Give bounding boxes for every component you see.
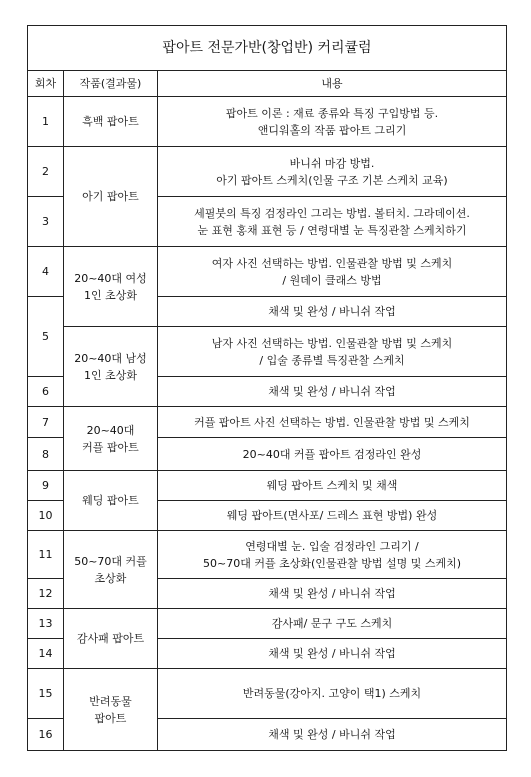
session-number: 10 xyxy=(28,501,64,531)
session-number: 16 xyxy=(28,719,64,751)
table-row xyxy=(28,97,507,147)
content-cell xyxy=(158,501,507,531)
content-cell xyxy=(158,639,507,669)
table-row xyxy=(28,669,507,719)
work-label: 1인 초상화 xyxy=(84,288,137,302)
header-row xyxy=(28,71,507,97)
header-session: 회차 xyxy=(28,71,64,97)
content-line: 바니쉬 마감 방법. xyxy=(289,156,375,170)
session-number: 4 xyxy=(28,247,64,297)
content-line: 감사패/ 문구 구도 스케치 xyxy=(271,617,393,630)
session-number: 14 xyxy=(28,639,64,669)
content-line: 연령대별 눈. 입술 검정라인 그리기 / xyxy=(245,539,419,553)
work-label: 20~40대 남성 xyxy=(74,351,147,365)
table-row xyxy=(28,327,507,377)
content-line: 20~40대 커플 팝아트 검정라인 완성 xyxy=(242,447,422,461)
table-row xyxy=(28,531,507,579)
work-label: 팝아트 xyxy=(94,711,127,725)
header-content: 내용 xyxy=(158,71,507,97)
content-cell xyxy=(158,609,507,639)
content-cell xyxy=(158,147,507,197)
content-cell xyxy=(158,669,507,719)
content-line: 웨딩 팝아트 스케치 및 채색 xyxy=(266,479,398,492)
table-row xyxy=(28,247,507,297)
content-cell xyxy=(158,407,507,438)
content-cell xyxy=(158,297,507,327)
work-label: 흑백 팝아트 xyxy=(82,115,139,128)
work-label: 아기 팝아트 xyxy=(82,190,139,203)
work-label: 20~40대 xyxy=(86,423,135,437)
work-cell xyxy=(64,669,158,751)
work-cell xyxy=(64,609,158,669)
content-line: / 원데이 클래스 방법 xyxy=(282,273,382,287)
content-cell xyxy=(158,377,507,407)
content-cell xyxy=(158,719,507,751)
content-line: 채색 및 완성 / 바니쉬 작업 xyxy=(268,647,396,660)
session-number: 12 xyxy=(28,579,64,609)
session-number: 1 xyxy=(28,97,64,147)
work-cell xyxy=(64,147,158,247)
table-title: 팝아트 전문가반(창업반) 커리큘럼 xyxy=(28,26,507,71)
session-number: 15 xyxy=(28,669,64,719)
content-line: 앤디워홀의 작품 팝아트 그리기 xyxy=(257,123,407,137)
session-number: 2 xyxy=(28,147,64,197)
curriculum-table xyxy=(27,25,507,751)
content-line: 채색 및 완성 / 바니쉬 작업 xyxy=(268,305,396,318)
content-cell xyxy=(158,531,507,579)
work-label: 초상화 xyxy=(94,571,127,585)
header-work: 작품(결과물) xyxy=(64,71,158,97)
content-line: 웨딩 팝아트(면사포/ 드레스 표현 방법) 완성 xyxy=(226,509,438,522)
work-label: 50~70대 커플 xyxy=(74,554,147,568)
content-line: 커플 팝아트 사진 선택하는 방법. 인물관찰 방법 및 스케치 xyxy=(194,415,470,429)
session-number: 9 xyxy=(28,471,64,501)
session-number: 5 xyxy=(28,297,64,377)
content-cell xyxy=(158,471,507,501)
session-number: 6 xyxy=(28,377,64,407)
content-cell xyxy=(158,438,507,471)
content-line: 팝아트 이론 : 재료 종류와 특징 구입방법 등. xyxy=(225,106,439,120)
work-label: 감사패 팝아트 xyxy=(76,632,145,645)
content-line: 채색 및 완성 / 바니쉬 작업 xyxy=(268,728,396,741)
content-cell xyxy=(158,97,507,147)
session-number: 11 xyxy=(28,531,64,579)
content-line: 채색 및 완성 / 바니쉬 작업 xyxy=(268,587,396,600)
table-row xyxy=(28,147,507,197)
work-cell xyxy=(64,247,158,327)
work-label: 1인 초상화 xyxy=(84,368,137,382)
title-row xyxy=(28,26,507,71)
session-number: 13 xyxy=(28,609,64,639)
session-number: 8 xyxy=(28,438,64,471)
content-line: 남자 사진 선택하는 방법. 인물관찰 방법 및 스케치 xyxy=(211,336,453,350)
work-label: 커플 팝아트 xyxy=(82,440,139,454)
table-row xyxy=(28,609,507,639)
work-label: 웨딩 팝아트 xyxy=(82,494,139,507)
content-cell xyxy=(158,197,507,247)
content-line: 반려동물(강아지. 고양이 택1) 스케치 xyxy=(242,687,422,700)
content-cell xyxy=(158,327,507,377)
table-row xyxy=(28,407,507,438)
table-row xyxy=(28,471,507,501)
session-number: 3 xyxy=(28,197,64,247)
content-line: 아기 팝아트 스케치(인물 구조 기본 스케치 교육) xyxy=(216,173,448,187)
content-line: 채색 및 완성 / 바니쉬 작업 xyxy=(268,385,396,398)
session-number: 7 xyxy=(28,407,64,438)
work-cell xyxy=(64,407,158,471)
work-cell xyxy=(64,97,158,147)
work-cell xyxy=(64,471,158,531)
work-cell xyxy=(64,531,158,609)
content-line: 여자 사진 선택하는 방법. 인물관찰 방법 및 스케치 xyxy=(211,256,453,270)
content-line: 눈 표현 홍채 표현 등 / 연령대별 눈 특징관찰 스케치하기 xyxy=(197,223,467,237)
content-line: 50~70대 커플 초상화(인물관찰 방법 설명 및 스케치) xyxy=(202,556,462,570)
content-line: 세필붓의 특징 검정라인 그리는 방법. 볼터치. 그라데이션. xyxy=(194,206,470,220)
content-line: / 입술 종류별 특징관찰 스케치 xyxy=(259,353,405,367)
work-label: 반려동물 xyxy=(89,694,132,708)
content-cell xyxy=(158,247,507,297)
work-label: 20~40대 여성 xyxy=(74,271,147,285)
content-cell xyxy=(158,579,507,609)
work-cell xyxy=(64,327,158,407)
